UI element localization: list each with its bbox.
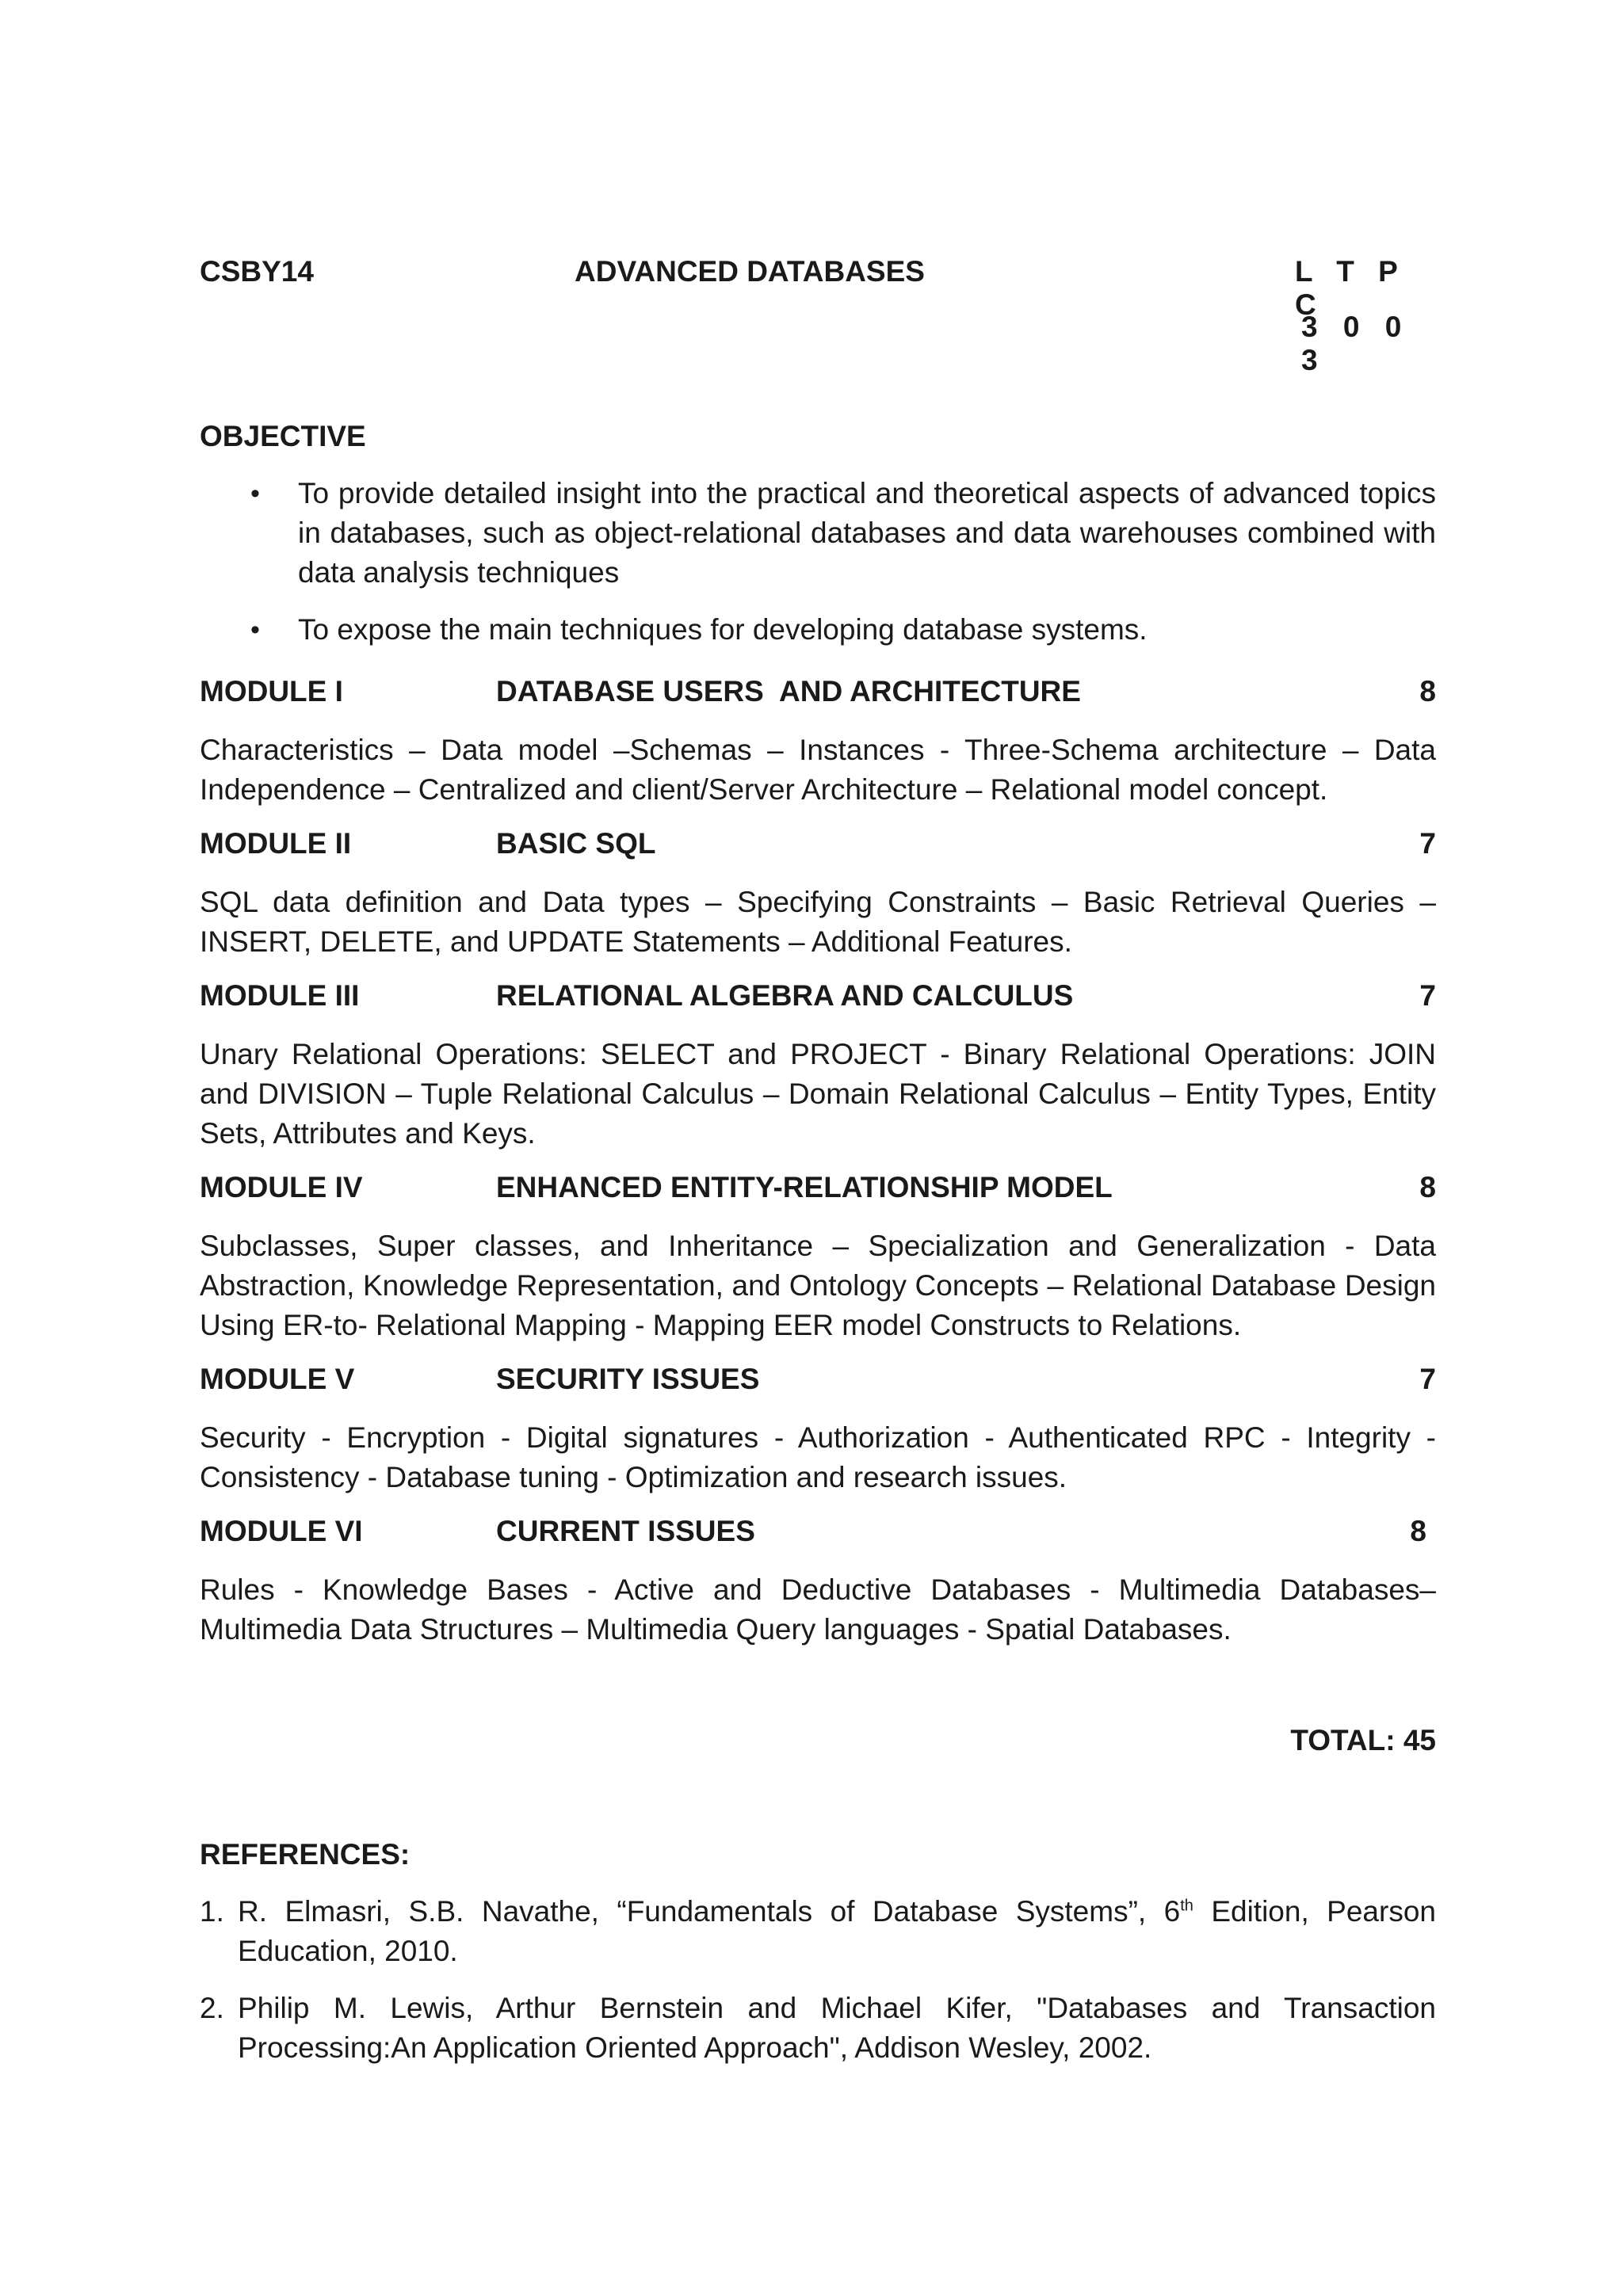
course-code: CSBY14 <box>200 255 314 288</box>
module-title: CURRENT ISSUES <box>496 1515 755 1547</box>
module-heading <box>200 827 1436 865</box>
reference-text-rest: Edition, Pearson Education, 2010. <box>238 1895 1436 1967</box>
module-title: ENHANCED ENTITY-RELATIONSHIP MODEL <box>496 1171 1113 1203</box>
reference-item <box>200 1892 1436 1971</box>
objective-item: • To expose the main techniques for developing database systems. <box>200 610 1436 650</box>
course-header <box>200 255 1436 321</box>
module-hours: 7 <box>1419 1363 1436 1395</box>
reference-text: R. Elmasri, S.B. Navathe, “Fundamentals of Database Systems”, 6 <box>238 1895 1181 1928</box>
reference-text: Philip M. Lewis, Arthur Bernstein and Michael Kifer, "Databases and Transaction Processing:An Application Oriented Approach", Addison Wesley, 2002. <box>238 1992 1436 2064</box>
reference-item <box>200 1989 1436 2068</box>
module-number: MODULE I <box>200 675 343 707</box>
module-4 <box>200 1171 1436 1345</box>
module-content: SQL data definition and Data types – Specifying Constraints – Basic Retrieval Queries – INSERT, DELETE, and UPDATE Statements – Additional Features. <box>200 886 1436 958</box>
module-5 <box>200 1363 1436 1497</box>
ltpc-labels: L T P C <box>1295 255 1401 321</box>
module-content: Rules - Knowledge Bases - Active and Deductive Databases - Multimedia Databases– Multimedia Data Structures – Multimedia Query languages - Spatial Databases. <box>200 1573 1436 1646</box>
module-title: SECURITY ISSUES <box>496 1363 760 1395</box>
module-hours: 8 <box>1419 1171 1436 1203</box>
total-hours: TOTAL: 45 <box>1290 1724 1436 1756</box>
module-number: MODULE V <box>200 1363 355 1395</box>
module-hours: 8 <box>1419 675 1436 707</box>
references-heading: REFERENCES: <box>200 1838 411 1871</box>
module-3 <box>200 979 1436 1154</box>
module-title: DATABASE USERS AND ARCHITECTURE <box>496 675 1081 707</box>
module-heading <box>200 675 1436 713</box>
module-heading <box>200 979 1436 1017</box>
module-heading <box>200 1363 1436 1401</box>
objective-item: • To provide detailed insight into the practical and theoretical aspects of advanced topics in databases, such as object-relational databases and data warehouses combined with data analysis techniques <box>200 474 1436 593</box>
module-hours: 7 <box>1419 827 1436 860</box>
module-6 <box>200 1515 1436 1650</box>
module-2 <box>200 827 1436 962</box>
module-heading <box>200 1171 1436 1209</box>
module-number: MODULE VI <box>200 1515 363 1547</box>
module-number: MODULE IV <box>200 1171 363 1203</box>
reference-number: 1. <box>200 1895 224 1928</box>
module-hours: 7 <box>1419 979 1436 1012</box>
module-number: MODULE II <box>200 827 352 860</box>
ltpc-values: 3 0 0 3 <box>1301 311 1405 376</box>
module-content: Characteristics – Data model –Schemas – Instances - Three-Schema architecture – Data Independence – Centralized and client/Server Architecture – Relational model concept. <box>200 734 1436 806</box>
module-number: MODULE III <box>200 979 360 1012</box>
reference-superscript: th <box>1180 1897 1193 1915</box>
course-title: ADVANCED DATABASES <box>575 255 925 288</box>
module-title: BASIC SQL <box>496 827 656 860</box>
objective-list <box>200 474 1436 667</box>
reference-number: 2. <box>200 1992 224 2024</box>
module-hours: 8 <box>1410 1515 1426 1547</box>
module-title: RELATIONAL ALGEBRA AND CALCULUS <box>496 979 1074 1012</box>
module-content: Subclasses, Super classes, and Inheritance – Specialization and Generalization - Data Abstraction, Knowledge Representation, and Ontology Concepts – Relational Database Design Using ER-to- Relational Mapping - Mapping EER model Constructs to Relations. <box>200 1230 1436 1341</box>
objective-heading: OBJECTIVE <box>200 420 366 452</box>
module-heading <box>200 1515 1436 1553</box>
module-content: Security - Encryption - Digital signatures - Authorization - Authenticated RPC - Integrity - Consistency - Database tuning - Optimization and research issues. <box>200 1421 1436 1493</box>
module-content: Unary Relational Operations: SELECT and PROJECT - Binary Relational Operations: JOIN and DIVISION – Tuple Relational Calculus – Domain Relational Calculus – Entity Types, Entity Sets, Attributes and Keys. <box>200 1038 1436 1150</box>
module-1 <box>200 675 1436 810</box>
references-list <box>200 1892 1436 2085</box>
